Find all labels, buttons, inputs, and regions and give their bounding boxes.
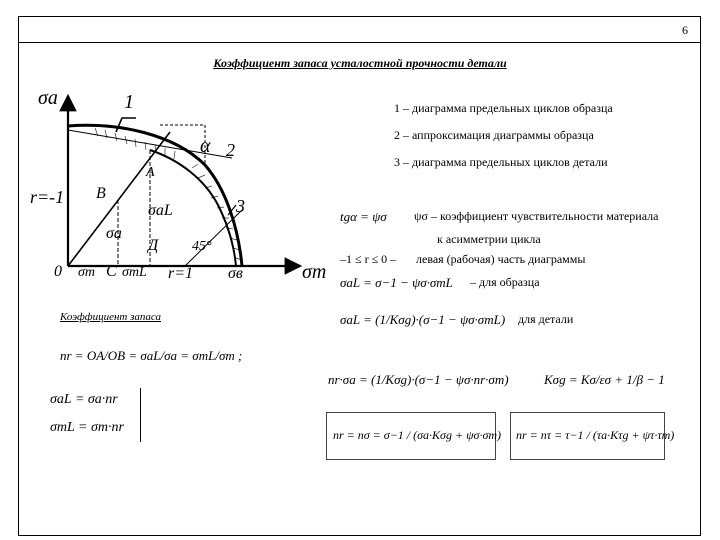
- angle-45-label: 45°: [192, 239, 212, 254]
- page-number: 6: [682, 23, 688, 37]
- curve-3-label: 3: [236, 196, 245, 216]
- r-minus-one-label: r=-1: [30, 187, 65, 207]
- legend-item-1: 1 – диаграмма предельных циклов образца: [394, 101, 613, 115]
- reserve-factor-caption: Коэффициент запаса: [60, 311, 161, 323]
- specimen-label: – для образца: [470, 275, 540, 289]
- line-45: [185, 210, 242, 266]
- point-d-label: Д: [148, 237, 159, 254]
- point-a-label: А: [146, 165, 155, 180]
- psi-definition: ψσ – коэффициент чувствительности материала: [414, 209, 659, 223]
- sigma-mL-label: σmL: [122, 265, 147, 280]
- legend-item-3: 3 – диаграмма предельных циклов детали: [394, 155, 608, 169]
- sigma-a-label: σа: [106, 225, 122, 242]
- k-sigma-g-formula: Kσg = Kσ/εσ + 1/β − 1: [544, 372, 665, 387]
- slide-title: Коэффициент запаса усталостной прочности детали: [213, 56, 507, 70]
- sigma-aL-formula: σaL = σa·nr: [50, 392, 118, 407]
- tau-reserve-formula: nr = nτ = τ−1 / (τa·Kτg + ψτ·τm): [516, 428, 675, 442]
- point-b-label: В: [96, 185, 106, 202]
- sigma-reserve-box: [326, 412, 502, 460]
- sigma-reserve-formula: nr = nσ = σ−1 / (σa·Kσg + ψσ·σm): [333, 428, 502, 442]
- point-c-label: С: [106, 263, 117, 280]
- part-formula: σaL = (1/Kσg)·(σ−1 − ψσ·σmL): [340, 312, 506, 327]
- sigma-mL-formula: σmL = σm·nr: [50, 420, 124, 435]
- nr-ratio-formula: nr = OA/OB = σaL/σa = σmL/σm ;: [60, 348, 243, 363]
- curve-1-label: 1: [124, 91, 134, 113]
- sigma-m-tick-label: σm: [78, 265, 96, 280]
- curve-2-label: 2: [226, 140, 235, 160]
- sigma-m-axis-label: σm: [302, 261, 327, 283]
- alpha-label: α: [200, 135, 211, 157]
- r-range-formula: –1 ≤ r ≤ 0 –: [340, 252, 397, 266]
- psi-definition-cont: к асимметрии цикла: [437, 232, 541, 246]
- specimen-formula: σaL = σ−1 − ψσ·σmL: [340, 275, 453, 290]
- r-one-label: r=1: [168, 265, 194, 282]
- legend-item-2: 2 – аппроксимация диаграммы образца: [394, 128, 594, 142]
- origin-label: 0: [54, 263, 62, 280]
- sigma-v-label: σв: [228, 265, 243, 282]
- nr-sigma-a-formula: nr·σa = (1/Kσg)·(σ−1 − ψσ·nr·σm): [328, 372, 509, 387]
- sigma-a-axis-label: σа: [38, 87, 58, 109]
- working-part-label: левая (рабочая) часть диаграммы: [416, 252, 586, 266]
- bracket-line: [140, 388, 141, 442]
- tau-reserve-box: [510, 412, 675, 460]
- tg-alpha-formula: tgα = ψσ: [340, 209, 387, 224]
- sigma-aL-label: σаL: [148, 202, 173, 219]
- part-label: для детали: [518, 312, 574, 326]
